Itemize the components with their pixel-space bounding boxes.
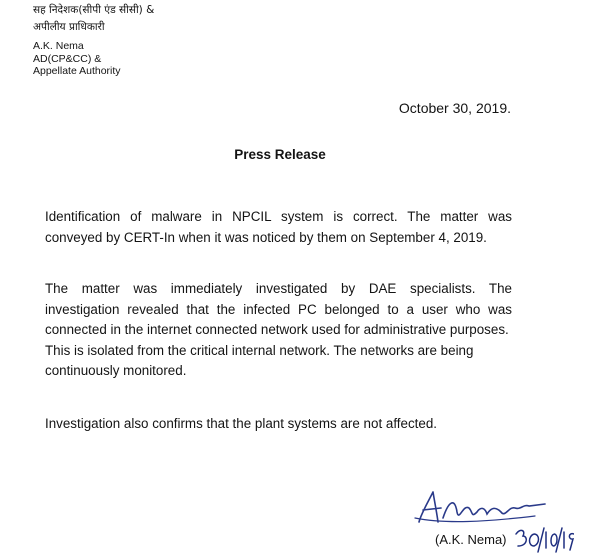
paragraph-line: The matter was immediately investigated by DAE specialists. The [45, 281, 512, 296]
officer-name: A.K. Nema [33, 40, 84, 52]
handwritten-date-icon [512, 522, 574, 556]
paragraph-1 [45, 207, 512, 248]
paragraph-line: continuously monitored. [45, 363, 187, 378]
paragraph-line: investigation revealed that the infected PC belonged to a user who was [45, 301, 512, 317]
paragraph-2 [45, 279, 512, 382]
designation-hindi: सह निदेशक(सीपी एंड सीसी) & [33, 4, 155, 16]
release-date: October 30, 2019. [398, 100, 511, 116]
authority-hindi: अपीलीय प्राधिकारी [33, 21, 105, 33]
paragraph-3 [45, 414, 512, 435]
signer-name: (A.K. Nema) [435, 532, 507, 547]
paragraph-line: Investigation also confirms that the plant systems are not affected. [45, 416, 438, 431]
paragraph-line: connected in the internet connected network used for administrative purposes. [45, 322, 509, 337]
signature-icon [405, 478, 555, 528]
paragraph-line: Identification of malware in NPCIL system is correct. The matter was [45, 209, 512, 224]
header-block [33, 2, 154, 78]
officer-authority: Appellate Authority [33, 65, 121, 77]
officer-designation: AD(CP&CC) & [33, 52, 102, 65]
paragraph-line: conveyed by CERT-In when it was noticed by them on September 4, 2019. [45, 229, 487, 245]
page-title: Press Release [234, 147, 326, 162]
paragraph-line: This is isolated from the critical internal network. The networks are being [45, 342, 474, 358]
